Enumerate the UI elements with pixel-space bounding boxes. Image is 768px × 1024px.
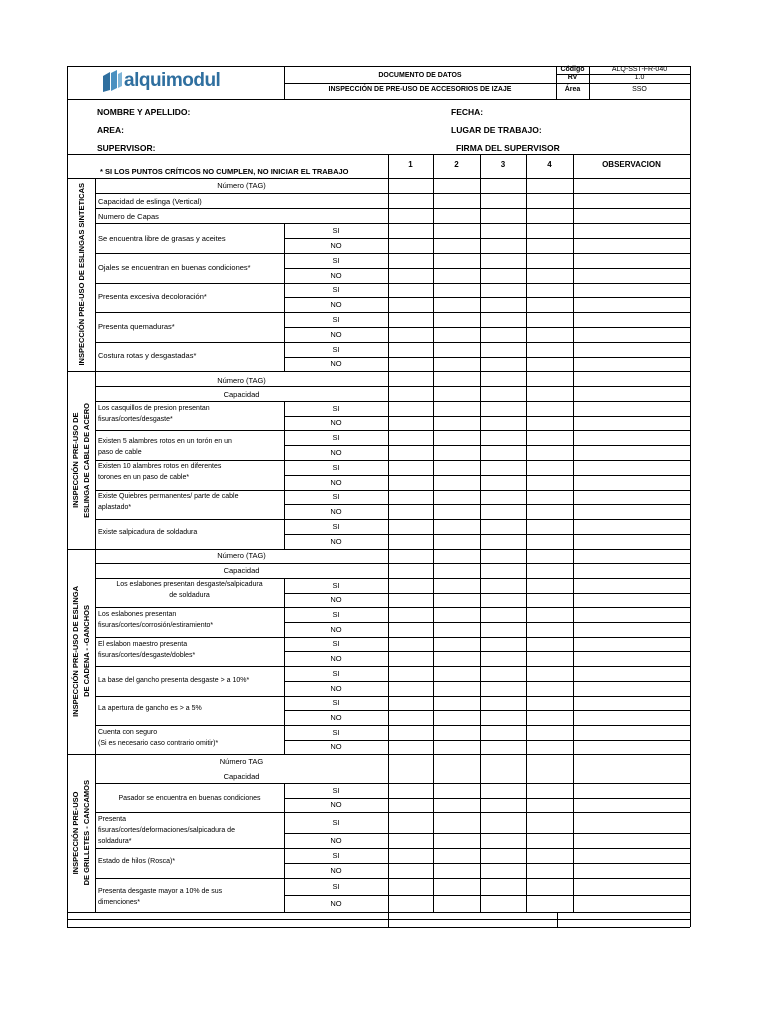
no-cell: NO [330, 240, 342, 250]
steel-item-1-line-2: fisuras/cortes/desgaste* [98, 416, 173, 423]
observation-header: OBSERVACION [602, 160, 661, 169]
no-cell: NO [330, 506, 342, 516]
company-logo [101, 70, 123, 94]
yes-cell: SI [332, 785, 340, 795]
shackle-item-2-line-2: fisuras/cortes/deformaciones/salpicadura de [98, 827, 235, 834]
code-label: Código [560, 66, 585, 73]
yes-cell: SI [332, 285, 340, 294]
steel-item-2-line-1: Existen 5 alambres rotos en un torón en un [98, 438, 232, 445]
area-code-value: SSO [632, 86, 647, 93]
yes-cell: SI [332, 314, 340, 324]
chain-item-4: La base del gancho presenta desgaste > a 10%* [98, 677, 250, 684]
synthetic-tag-label: Número (TAG) [217, 181, 266, 190]
no-cell: NO [330, 447, 342, 457]
shackle-capacity-label: Capacidad [223, 772, 260, 781]
yes-cell: SI [332, 609, 340, 619]
steel-item-3-line-1: Existen 10 alambres rotos en diferentes [98, 463, 222, 470]
yes-cell: SI [332, 668, 340, 678]
steel-item-2-line-2: paso de cable [98, 449, 142, 456]
code-value: ALQ-SST-FR-040 [611, 66, 668, 73]
steel-item-1-line-1: Los casquillos de presion presentan [98, 405, 210, 412]
synthetic-item-2: Ojales se encuentran en buenas condiciones* [98, 263, 251, 272]
warning-text: * SI LOS PUNTOS CRÍTICOS NO CUMPLEN, NO INICIAR EL TRABAJO [100, 167, 349, 176]
rv-value: 1.0 [634, 74, 645, 81]
yes-cell: SI [332, 255, 340, 265]
shackle-item-1: Pasador se encuentra en buenas condiciones [118, 795, 261, 802]
yes-cell: SI [332, 639, 340, 648]
chain-item-1-line-1: Los eslabones presentan desgaste/salpicadura [116, 581, 263, 588]
no-cell: NO [330, 329, 342, 339]
no-cell: NO [330, 835, 342, 845]
col-3-header: 3 [500, 160, 506, 169]
supervisor-label: SUPERVISOR: [97, 143, 156, 153]
yes-cell: SI [332, 403, 340, 413]
doc-type: DOCUMENTO DE DATOS [378, 72, 462, 79]
chain-item-2-line-2: fisuras/cortes/corrosión/estiramiento* [98, 622, 214, 629]
yes-cell: SI [332, 881, 340, 891]
synthetic-item-1: Se encuentra libre de grasas y aceites [98, 234, 226, 243]
yes-cell: SI [332, 225, 340, 235]
area-code-label: Área [564, 86, 581, 93]
steel-item-4-line-2: aplastado* [98, 504, 132, 511]
rv-label: RV [567, 74, 578, 81]
chain-item-2-line-1: Los eslabones presentan [98, 611, 177, 618]
yes-cell: SI [332, 698, 340, 707]
chain-item-3-line-1: El eslabon maestro presenta [98, 641, 188, 648]
shackle-item-4-line-2: dimenciones* [98, 899, 141, 906]
chain-item-6-line-1: Cuenta con seguro [98, 729, 158, 736]
yes-cell: SI [332, 817, 340, 827]
no-cell: NO [330, 865, 342, 875]
no-cell: NO [330, 536, 342, 546]
col-4-header: 4 [547, 160, 552, 169]
synthetic-layers-label: Numero de Capas [98, 212, 159, 221]
synthetic-item-4: Presenta quemaduras* [98, 322, 175, 331]
date-label: FECHA: [451, 107, 484, 117]
no-cell: NO [330, 800, 342, 809]
no-cell: NO [330, 270, 342, 280]
section-title-synthetic: INSPECCIÓN PRE-USO DE ESLINGAS SINTETICAS [76, 183, 86, 366]
yes-cell: SI [332, 521, 340, 531]
col-2-header: 2 [454, 160, 459, 169]
yes-cell: SI [332, 850, 340, 860]
doc-title: INSPECCIÓN DE PRE-USO DE ACCESORIOS DE IZAJE [328, 86, 512, 93]
shackle-tag-label: Número TAG [219, 757, 264, 766]
steel-tag-label: Número (TAG) [217, 376, 266, 385]
chain-item-5: La apertura de gancho es > a 5% [98, 705, 202, 712]
yes-cell: SI [332, 492, 340, 501]
name-label: NOMBRE Y APELLIDO: [97, 107, 191, 117]
steel-capacity-label: Capacidad [223, 390, 260, 399]
chain-item-1-line-2: de soldadura [169, 592, 210, 599]
no-cell: NO [330, 477, 342, 487]
shackle-item-3: Estado de hilos (Rosca)* [98, 858, 176, 865]
steel-item-5: Existe salpicadura de soldadura [98, 529, 198, 536]
no-cell: NO [330, 898, 342, 908]
no-cell: NO [330, 359, 342, 368]
section-title-shackle: INSPECCIÓN PRE-USO DE GRILLETES - CANCAMOS [71, 780, 91, 886]
chain-tag-label: Número (TAG) [217, 551, 266, 560]
shackle-item-4-line-1: Presenta desgaste mayor a 10% de sus [98, 888, 223, 895]
yes-cell: SI [332, 580, 340, 590]
workplace-label: LUGAR DE TRABAJO: [451, 125, 542, 135]
no-cell: NO [330, 742, 342, 751]
no-cell: NO [330, 299, 342, 309]
logo-text: alquimodul [124, 70, 221, 91]
area-label: AREA: [97, 125, 124, 135]
no-cell: NO [330, 418, 342, 427]
col-1-header: 1 [408, 160, 413, 169]
synthetic-item-3: Presenta excesiva decoloración* [98, 292, 207, 301]
chain-capacity-label: Capacidad [223, 566, 260, 575]
chain-item-3-line-2: fisuras/cortes/desgaste/dobles* [98, 652, 196, 659]
shackle-item-2-line-3: soldadura* [98, 838, 132, 845]
yes-cell: SI [332, 462, 340, 472]
no-cell: NO [330, 653, 342, 663]
no-cell: NO [330, 683, 342, 693]
chain-item-6-line-2: (Si es necesario caso contrario omitir)* [98, 740, 219, 747]
steel-item-4-line-1: Existe Quiebres permanentes/ parte de cable [98, 493, 239, 500]
shackle-item-2-line-1: Presenta [98, 816, 127, 823]
synthetic-item-5: Costura rotas y desgastadas* [98, 351, 197, 360]
yes-cell: SI [332, 727, 340, 737]
section-title-chain: INSPECCIÓN PRE-USO DE ESLINGA DE CADENA - -GANCHOS [71, 586, 91, 717]
no-cell: NO [330, 624, 342, 634]
section-title-steel: INSPECCIÓN PRE-USO DE ESLINGA DE CABLE DE ACERO [71, 402, 91, 518]
steel-item-3-line-2: torones en un paso de cable* [98, 474, 190, 481]
no-cell: NO [330, 712, 342, 722]
no-cell: NO [330, 595, 342, 604]
synthetic-capacity-label: Capacidad de eslinga (Vertical) [98, 197, 202, 206]
signature-label: FIRMA DEL SUPERVISOR [456, 143, 560, 153]
yes-cell: SI [332, 344, 340, 354]
yes-cell: SI [332, 432, 340, 442]
